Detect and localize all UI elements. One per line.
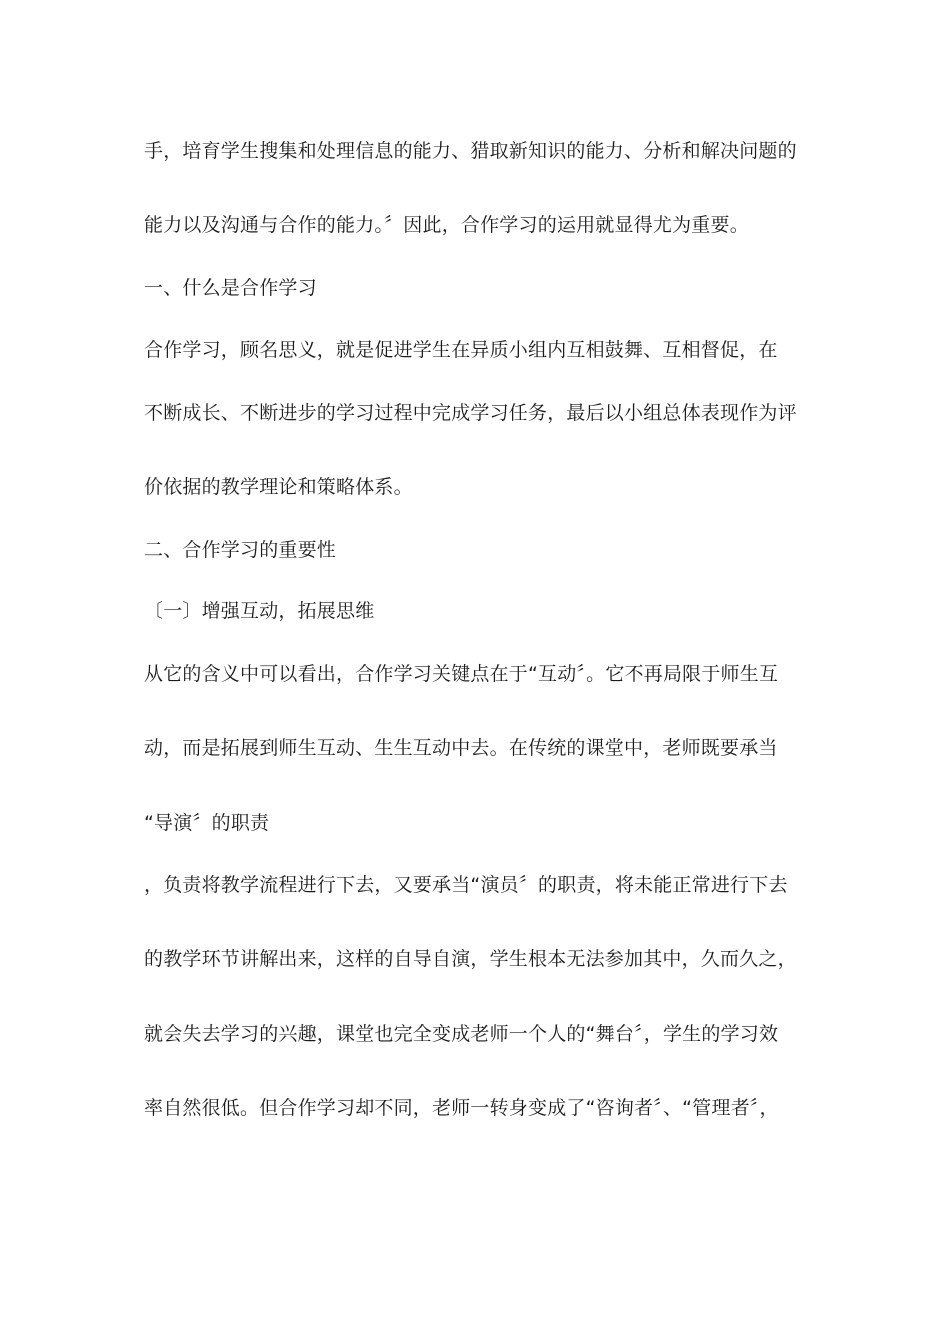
paragraph-line: 合作学习，顾名思义，就是促进学生在异质小组内互相鼓舞、互相督促，在 xyxy=(144,339,778,361)
paragraph-line: 动，而是拓展到师生互动、生生互动中去。在传统的课堂中，老师既要承当 xyxy=(144,737,778,759)
paragraph-line: 的教学环节讲解出来，这样的自导自演，学生根本无法参加其中，久而久之， xyxy=(144,948,797,970)
paragraph-line: 就会失去学习的兴趣，课堂也完全变成老师一个人的“舞台〞，学生的学习效 xyxy=(144,1023,779,1045)
section-heading: 一、什么是合作学习 xyxy=(144,277,317,299)
section-heading: 二、合作学习的重要性 xyxy=(144,539,337,561)
paragraph-line: 从它的含义中可以看出，合作学习关键点在于“互动〞。它不再局限于师生互 xyxy=(144,663,779,685)
paragraph-line: 价依据的教学理论和策略体系。 xyxy=(144,476,413,498)
subsection-heading: 〔一〕增强互动，拓展思维 xyxy=(144,600,375,622)
paragraph-line: 不断成长、不断进步的学习过程中完成学习任务，最后以小组总体表现作为评 xyxy=(144,402,797,424)
paragraph-line: 能力以及沟通与合作的能力。〞因此，合作学习的运用就显得尤为重要。 xyxy=(144,214,749,236)
paragraph-line: ，负责将教学流程进行下去，又要承当“演员〞的职责，将未能正常进行下去 xyxy=(144,874,788,896)
paragraph-line: 率自然很低。但合作学习却不同，老师一转身变成了“咨询者〞、“管理者〞， xyxy=(144,1097,779,1119)
paragraph-line: “导演〞的职责 xyxy=(144,812,270,834)
paragraph-line: 手，培育学生搜集和处理信息的能力、猎取新知识的能力、分析和解决问题的 xyxy=(144,140,797,162)
